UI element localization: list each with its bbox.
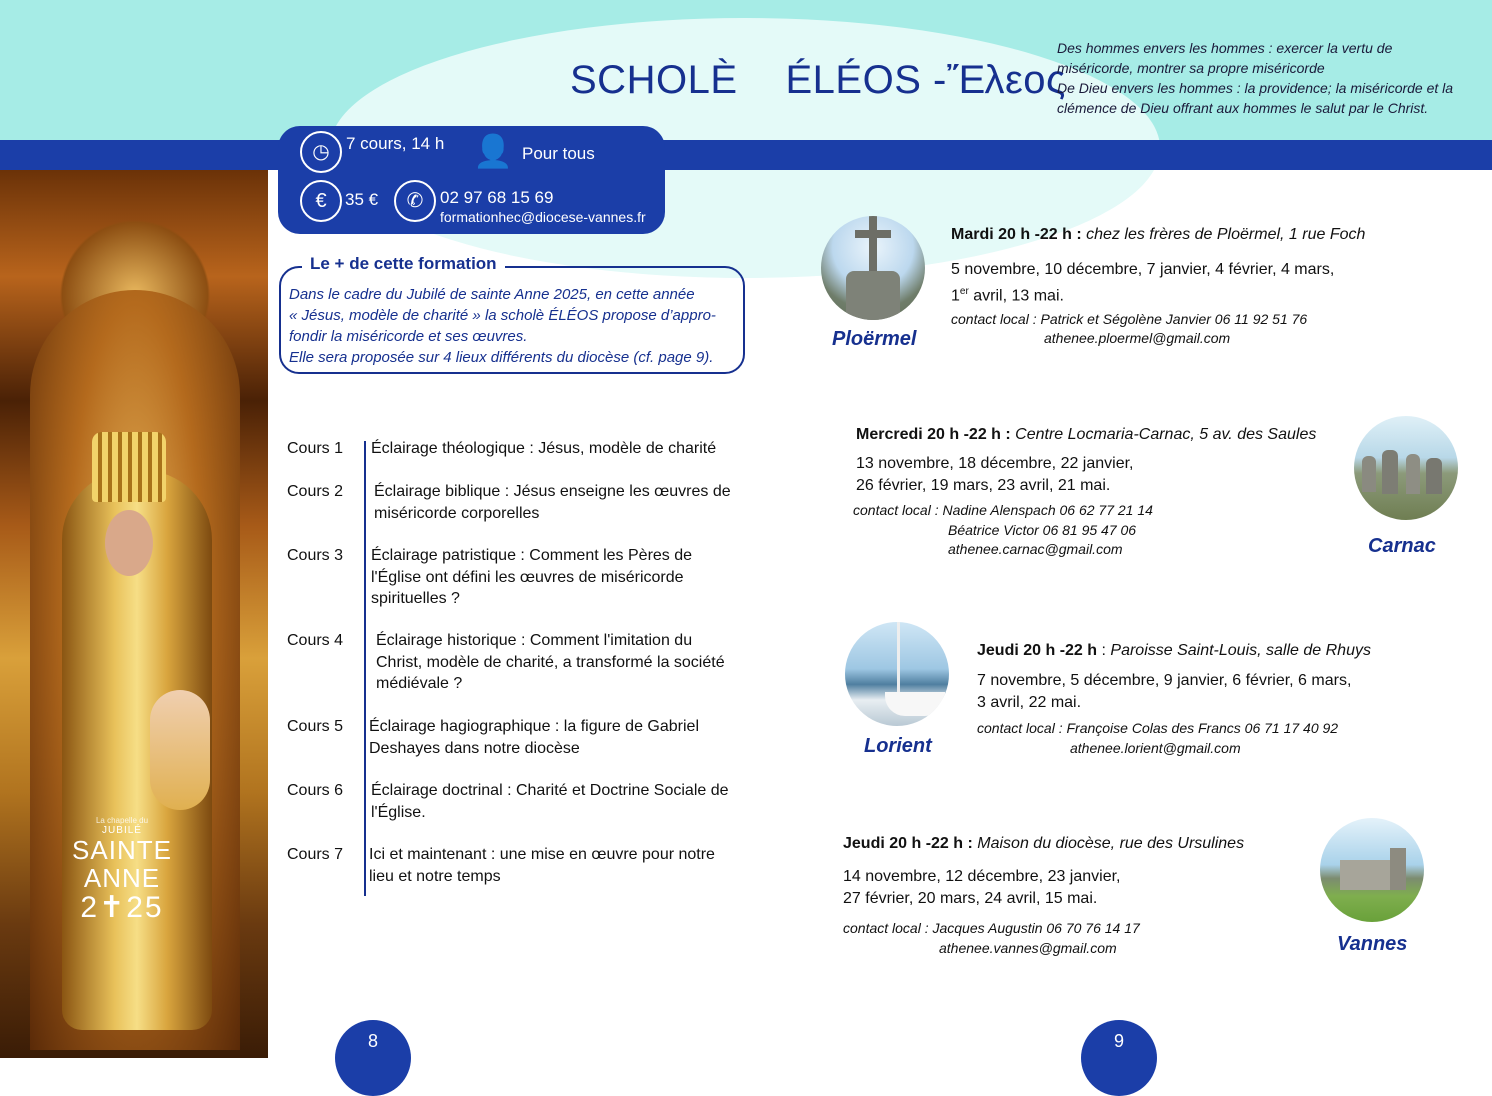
lorient-contact: contact local : Françoise Colas des Francs 06 71 17 40 92 — [977, 720, 1339, 736]
carnac-contact: contact local : Nadine Alenspach 06 62 77 21 14 — [853, 502, 1153, 518]
carnac-contact-2: Béatrice Victor 06 81 95 47 06 — [948, 522, 1137, 538]
course-text: Éclairage hagiographique : la figure de Gabriel Deshayes dans notre diocèse — [369, 718, 699, 757]
carnac-name: Carnac — [1368, 535, 1436, 557]
vannes-contact: contact local : Jacques Augustin 06 70 76 14 17 — [843, 920, 1140, 936]
ploermel-name: Ploërmel — [832, 328, 917, 350]
highlight-text — [289, 284, 739, 368]
header-blue-bar — [0, 140, 1492, 170]
phone-text: 02 97 68 15 69 — [440, 188, 554, 207]
course-text: Ici et maintenant : une mise en œuvre pour notre lieu et notre temps — [369, 846, 715, 885]
ploermel-day: Mardi 20 h -22 h : — [951, 226, 1082, 243]
email-link[interactable]: formationhec@diocese-vannes.fr — [440, 209, 646, 225]
price-text: 35 € — [345, 190, 379, 209]
ploermel-dates-line — [951, 281, 1334, 307]
vannes-schedule — [843, 835, 1244, 853]
vannes-dates-line: 14 novembre, 12 décembre, 23 janvier, — [843, 868, 1121, 885]
carnac-place: Centre Locmaria-Carnac, 5 av. des Saules — [1015, 426, 1317, 443]
page-number-right: 9 — [1081, 1020, 1157, 1096]
lorient-sep: : — [1097, 642, 1111, 659]
highlight-line: fondir la miséricorde et ses œuvres. — [289, 328, 528, 345]
lorient-photo — [845, 622, 949, 726]
carnac-day: Mercredi 20 h -22 h : — [856, 426, 1011, 443]
lorient-schedule — [977, 642, 1371, 660]
vannes-dates — [843, 866, 1121, 910]
vannes-email[interactable]: athenee.vannes@gmail.com — [939, 940, 1117, 956]
course-label: Cours 4 — [287, 632, 344, 649]
ploermel-dates — [951, 259, 1334, 307]
date-part: 1 — [951, 287, 960, 305]
title-eleos: ÉLÉOS -Ἔλεος — [785, 58, 1066, 102]
carnac-dates-line: 13 novembre, 18 décembre, 22 janvier, — [856, 455, 1134, 472]
courses-divider — [364, 441, 366, 896]
info-box — [278, 126, 665, 234]
highlight-line: « Jésus, modèle de charité » la scholè ÉLÉOS propose d’appro- — [289, 307, 716, 324]
page-number-left: 8 — [335, 1020, 411, 1096]
ploermel-contact: contact local : Patrick et Ségolène Janvier 06 11 92 51 76 — [951, 311, 1308, 327]
logo-anne: ANNE — [83, 863, 161, 893]
course-label: Cours 6 — [287, 782, 344, 799]
euro-icon: € — [300, 180, 342, 222]
ploermel-photo — [821, 216, 925, 320]
carnac-photo — [1354, 416, 1458, 520]
quote-line: miséricorde, montrer sa propre miséricorde — [1057, 60, 1325, 76]
course-label: Cours 2 — [287, 483, 344, 500]
person-icon: 👤 — [473, 133, 513, 169]
ploermel-dates-line: 5 novembre, 10 décembre, 7 janvier, 4 février, 4 mars, — [951, 261, 1335, 278]
photo-face — [105, 510, 153, 576]
lorient-name: Lorient — [864, 735, 932, 757]
jubile-logo — [62, 816, 182, 956]
carnac-email[interactable]: athenee.carnac@gmail.com — [948, 541, 1123, 557]
logo-small: La chapelle du — [95, 816, 149, 825]
course-text: Éclairage patristique : Comment les Pères de l'Église ont défini les œuvres de miséricorde spirituelles ? — [371, 547, 693, 607]
quote-line: De Dieu envers les hommes : la providence; la miséricorde et la — [1057, 80, 1454, 96]
course-label: Cours 3 — [287, 547, 344, 564]
photo-child — [150, 690, 210, 810]
logo-sainte: SAINTE — [72, 835, 172, 865]
vannes-name: Vannes — [1337, 933, 1408, 955]
photo-crown — [92, 432, 166, 502]
quote-line: clémence de Dieu offrant aux hommes le salut par le Christ. — [1057, 100, 1429, 116]
lorient-email[interactable]: athenee.lorient@gmail.com — [1070, 740, 1241, 756]
date-part: avril, 13 mai. — [968, 287, 1064, 305]
vannes-dates-line: 27 février, 20 mars, 24 avril, 15 mai. — [843, 890, 1098, 907]
ploermel-schedule — [951, 226, 1365, 244]
ploermel-place: chez les frères de Ploërmel, 1 rue Foch — [1086, 226, 1366, 243]
header-quote — [1057, 38, 1477, 118]
lorient-dates-line: 3 avril, 22 mai. — [977, 694, 1082, 711]
highlight-line: Elle sera proposée sur 4 lieux différents du diocèse (cf. page 9). — [289, 349, 714, 366]
highlight-line: Dans le cadre du Jubilé de sainte Anne 2025, en cette année — [289, 286, 695, 303]
highlight-title: Le + de cette formation — [302, 254, 505, 274]
course-text: Éclairage doctrinal : Charité et Doctrine Sociale de l'Église. — [371, 782, 729, 821]
phone-icon: ✆ — [394, 180, 436, 222]
title-schole: SCHOLÈ — [570, 58, 738, 102]
carnac-dates — [856, 453, 1134, 497]
vannes-photo — [1320, 818, 1424, 922]
course-text: Éclairage historique : Comment l'imitation du Christ, modèle de charité, a transformé la société médiévale ? — [376, 632, 725, 692]
ploermel-email[interactable]: athenee.ploermel@gmail.com — [1044, 330, 1231, 346]
course-text: Éclairage théologique : Jésus, modèle de charité — [371, 440, 717, 457]
clock-icon: ◷ — [300, 131, 342, 173]
carnac-dates-line: 26 février, 19 mars, 23 avril, 21 mai. — [856, 477, 1111, 494]
page-title — [570, 58, 1066, 103]
vannes-day: Jeudi 20 h -22 h : — [843, 835, 973, 852]
lorient-day: Jeudi 20 h -22 h — [977, 642, 1098, 659]
duration-text: 7 cours, 14 h — [346, 134, 445, 153]
course-label: Cours 1 — [287, 440, 344, 457]
lorient-place: Paroisse Saint-Louis, salle de Rhuys — [1110, 642, 1371, 659]
date-sup: er — [959, 286, 969, 297]
carnac-schedule — [856, 426, 1316, 444]
logo-year: 2✝25 — [80, 891, 164, 924]
course-label: Cours 7 — [287, 846, 344, 863]
logo-jubile: JUBILÉ — [102, 825, 142, 836]
audience-text: Pour tous — [522, 144, 595, 163]
lorient-dates — [977, 670, 1351, 714]
quote-line: Des hommes envers les hommes : exercer la vertu de — [1057, 40, 1393, 56]
lorient-dates-line: 7 novembre, 5 décembre, 9 janvier, 6 février, 6 mars, — [977, 672, 1352, 689]
vannes-place: Maison du diocèse, rue des Ursulines — [977, 835, 1245, 852]
course-text: Éclairage biblique : Jésus enseigne les œuvres de miséricorde corporelles — [374, 483, 731, 522]
course-label: Cours 5 — [287, 718, 344, 735]
